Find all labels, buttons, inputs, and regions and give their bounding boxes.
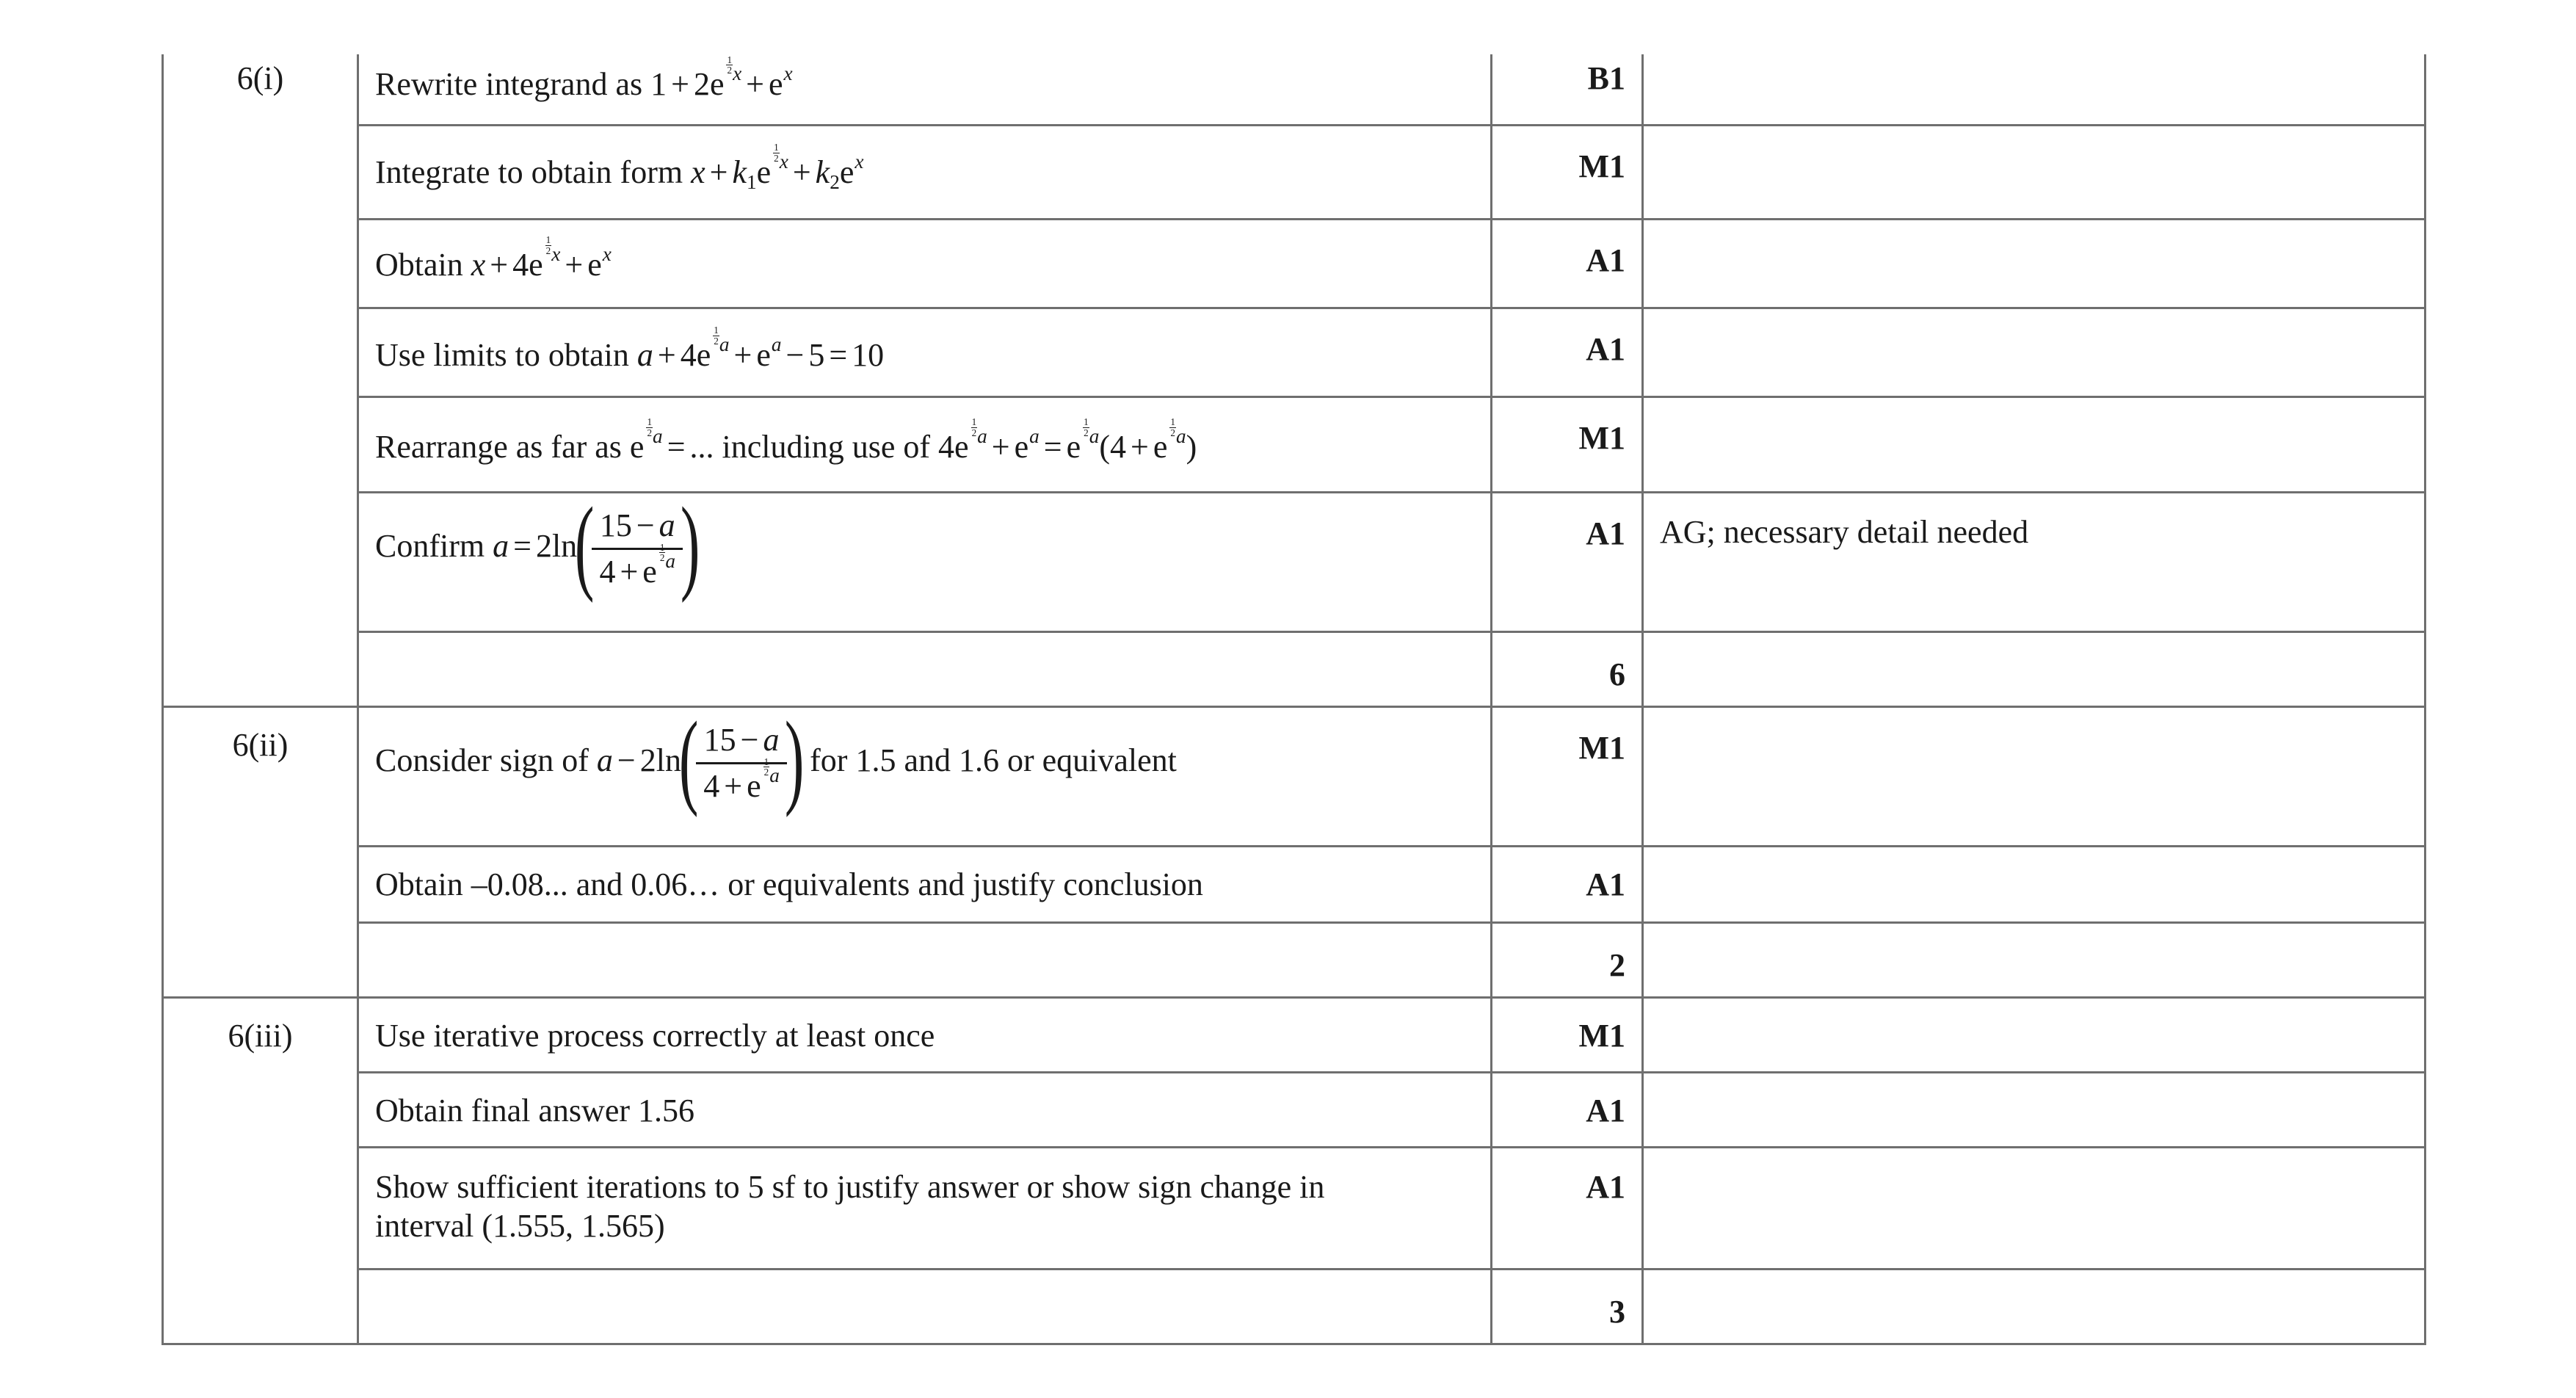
answer-cell <box>358 396 1492 492</box>
mark-cell: M1 <box>1492 396 1643 492</box>
answer-cell <box>358 54 1492 125</box>
question-number: 6(ii) <box>163 706 358 997</box>
answer-text: Integrate to obtain form <box>375 153 683 190</box>
part-total-mark: 2 <box>1492 922 1643 997</box>
answer-text: Consider sign of <box>375 742 589 778</box>
rearrange-expression: e $^{\frac{1}{2} a}$ = ... <box>629 416 722 465</box>
answer-text-line2: interval <box>375 1208 474 1245</box>
answer-cell <box>358 997 1492 1072</box>
confirm-expression: a = 2ln( 15 − a 4 + e $^{\frac{1}{2} a}$ ) <box>493 492 700 604</box>
answer-cell <box>358 846 1492 922</box>
answer-text: Rewrite integrand as <box>375 66 643 102</box>
table-row <box>163 846 2426 922</box>
answer-cell <box>358 631 1492 706</box>
table-row <box>163 631 2426 706</box>
table-row <box>163 219 2426 308</box>
limits-expression: a + 4e $^{\frac{1}{2} a} + e^a - 5 = 10$ <box>636 325 885 373</box>
factorisation-expression: 4e $^{\frac{1}{2} a} + e^a = e$ $^{\frac{1}{2} a}$(4 + e $^{\frac{1}{2} a}$) <box>938 416 1197 465</box>
mark-cell: A1 <box>1492 846 1643 922</box>
answer-cell <box>358 1269 1492 1344</box>
mark-cell: M1 <box>1492 997 1643 1072</box>
answer-text: Confirm <box>375 527 485 564</box>
guidance-cell <box>1643 997 2426 1072</box>
guidance-cell <box>1643 54 2426 125</box>
guidance-cell <box>1643 631 2426 706</box>
table-row <box>163 1072 2426 1147</box>
question-number: 6(i) <box>163 54 358 706</box>
table-row <box>163 308 2426 396</box>
mark-cell: A1 <box>1492 1072 1643 1147</box>
mark-cell: A1 <box>1492 492 1643 631</box>
guidance-cell <box>1643 846 2426 922</box>
part-total-mark: 6 <box>1492 631 1643 706</box>
table-row <box>163 492 2426 631</box>
interval-expression: (1.555, 1.565) <box>482 1208 665 1245</box>
mark-scheme-table <box>162 54 2426 1345</box>
integrand-expression: 1 + 2e $^{\frac{1}{2} x} + e^x$ <box>650 54 793 102</box>
question-number: 6(iii) <box>163 997 358 1344</box>
answer-cell <box>358 1072 1492 1147</box>
table-row <box>163 125 2426 219</box>
guidance-cell <box>1643 396 2426 492</box>
answer-cell <box>358 706 1492 846</box>
answer-text: Obtain –0.08... and 0.06… or equivalents and justify conclusion <box>375 866 1203 902</box>
answer-text-mid: including use of <box>722 428 931 465</box>
answer-cell <box>358 308 1492 396</box>
answer-cell <box>358 125 1492 219</box>
part-total-mark: 3 <box>1492 1269 1643 1344</box>
answer-cell <box>358 922 1492 997</box>
answer-cell <box>358 219 1492 308</box>
table-row <box>163 706 2426 846</box>
table-row <box>163 997 2426 1072</box>
integral-form-expression: x + k1e $^{\frac{1}{2} x} + k2e^x$ <box>691 142 864 194</box>
answer-cell <box>358 492 1492 631</box>
answer-text: Show sufficient iterations to 5 sf to justify answer or show sign change in <box>375 1168 1325 1205</box>
guidance-cell <box>1643 922 2426 997</box>
guidance-cell: AG; necessary detail needed <box>1643 492 2426 631</box>
guidance-cell <box>1643 1147 2426 1269</box>
mark-cell: M1 <box>1492 125 1643 219</box>
mark-cell: A1 <box>1492 308 1643 396</box>
answer-text-after: for 1.5 and 1.6 or equivalent <box>810 742 1177 778</box>
answer-text: Obtain final answer 1.56 <box>375 1092 694 1129</box>
guidance-cell <box>1643 308 2426 396</box>
sign-expression: a − 2ln( 15 − a 4 + e $^{\frac{1}{2} a}$ ) <box>596 706 805 818</box>
answer-cell <box>358 1147 1492 1269</box>
table-row <box>163 396 2426 492</box>
table-row <box>163 54 2426 125</box>
answer-text: Use limits to obtain <box>375 336 629 373</box>
guidance-cell <box>1643 125 2426 219</box>
integral-result-expression: x + 4e $^{\frac{1}{2} x} + e^x$ <box>471 234 612 283</box>
guidance-cell <box>1643 1072 2426 1147</box>
mark-cell: M1 <box>1492 706 1643 846</box>
answer-text: Obtain <box>375 246 463 283</box>
table-row <box>163 1147 2426 1269</box>
mark-cell: A1 <box>1492 219 1643 308</box>
table-row <box>163 922 2426 997</box>
guidance-cell <box>1643 219 2426 308</box>
mark-cell: B1 <box>1492 54 1643 125</box>
answer-text: Rearrange as far as <box>375 428 622 465</box>
guidance-cell <box>1643 1269 2426 1344</box>
answer-text: Use iterative process correctly at least once <box>375 1017 935 1054</box>
table-row <box>163 1269 2426 1344</box>
guidance-cell <box>1643 706 2426 846</box>
mark-cell: A1 <box>1492 1147 1643 1269</box>
